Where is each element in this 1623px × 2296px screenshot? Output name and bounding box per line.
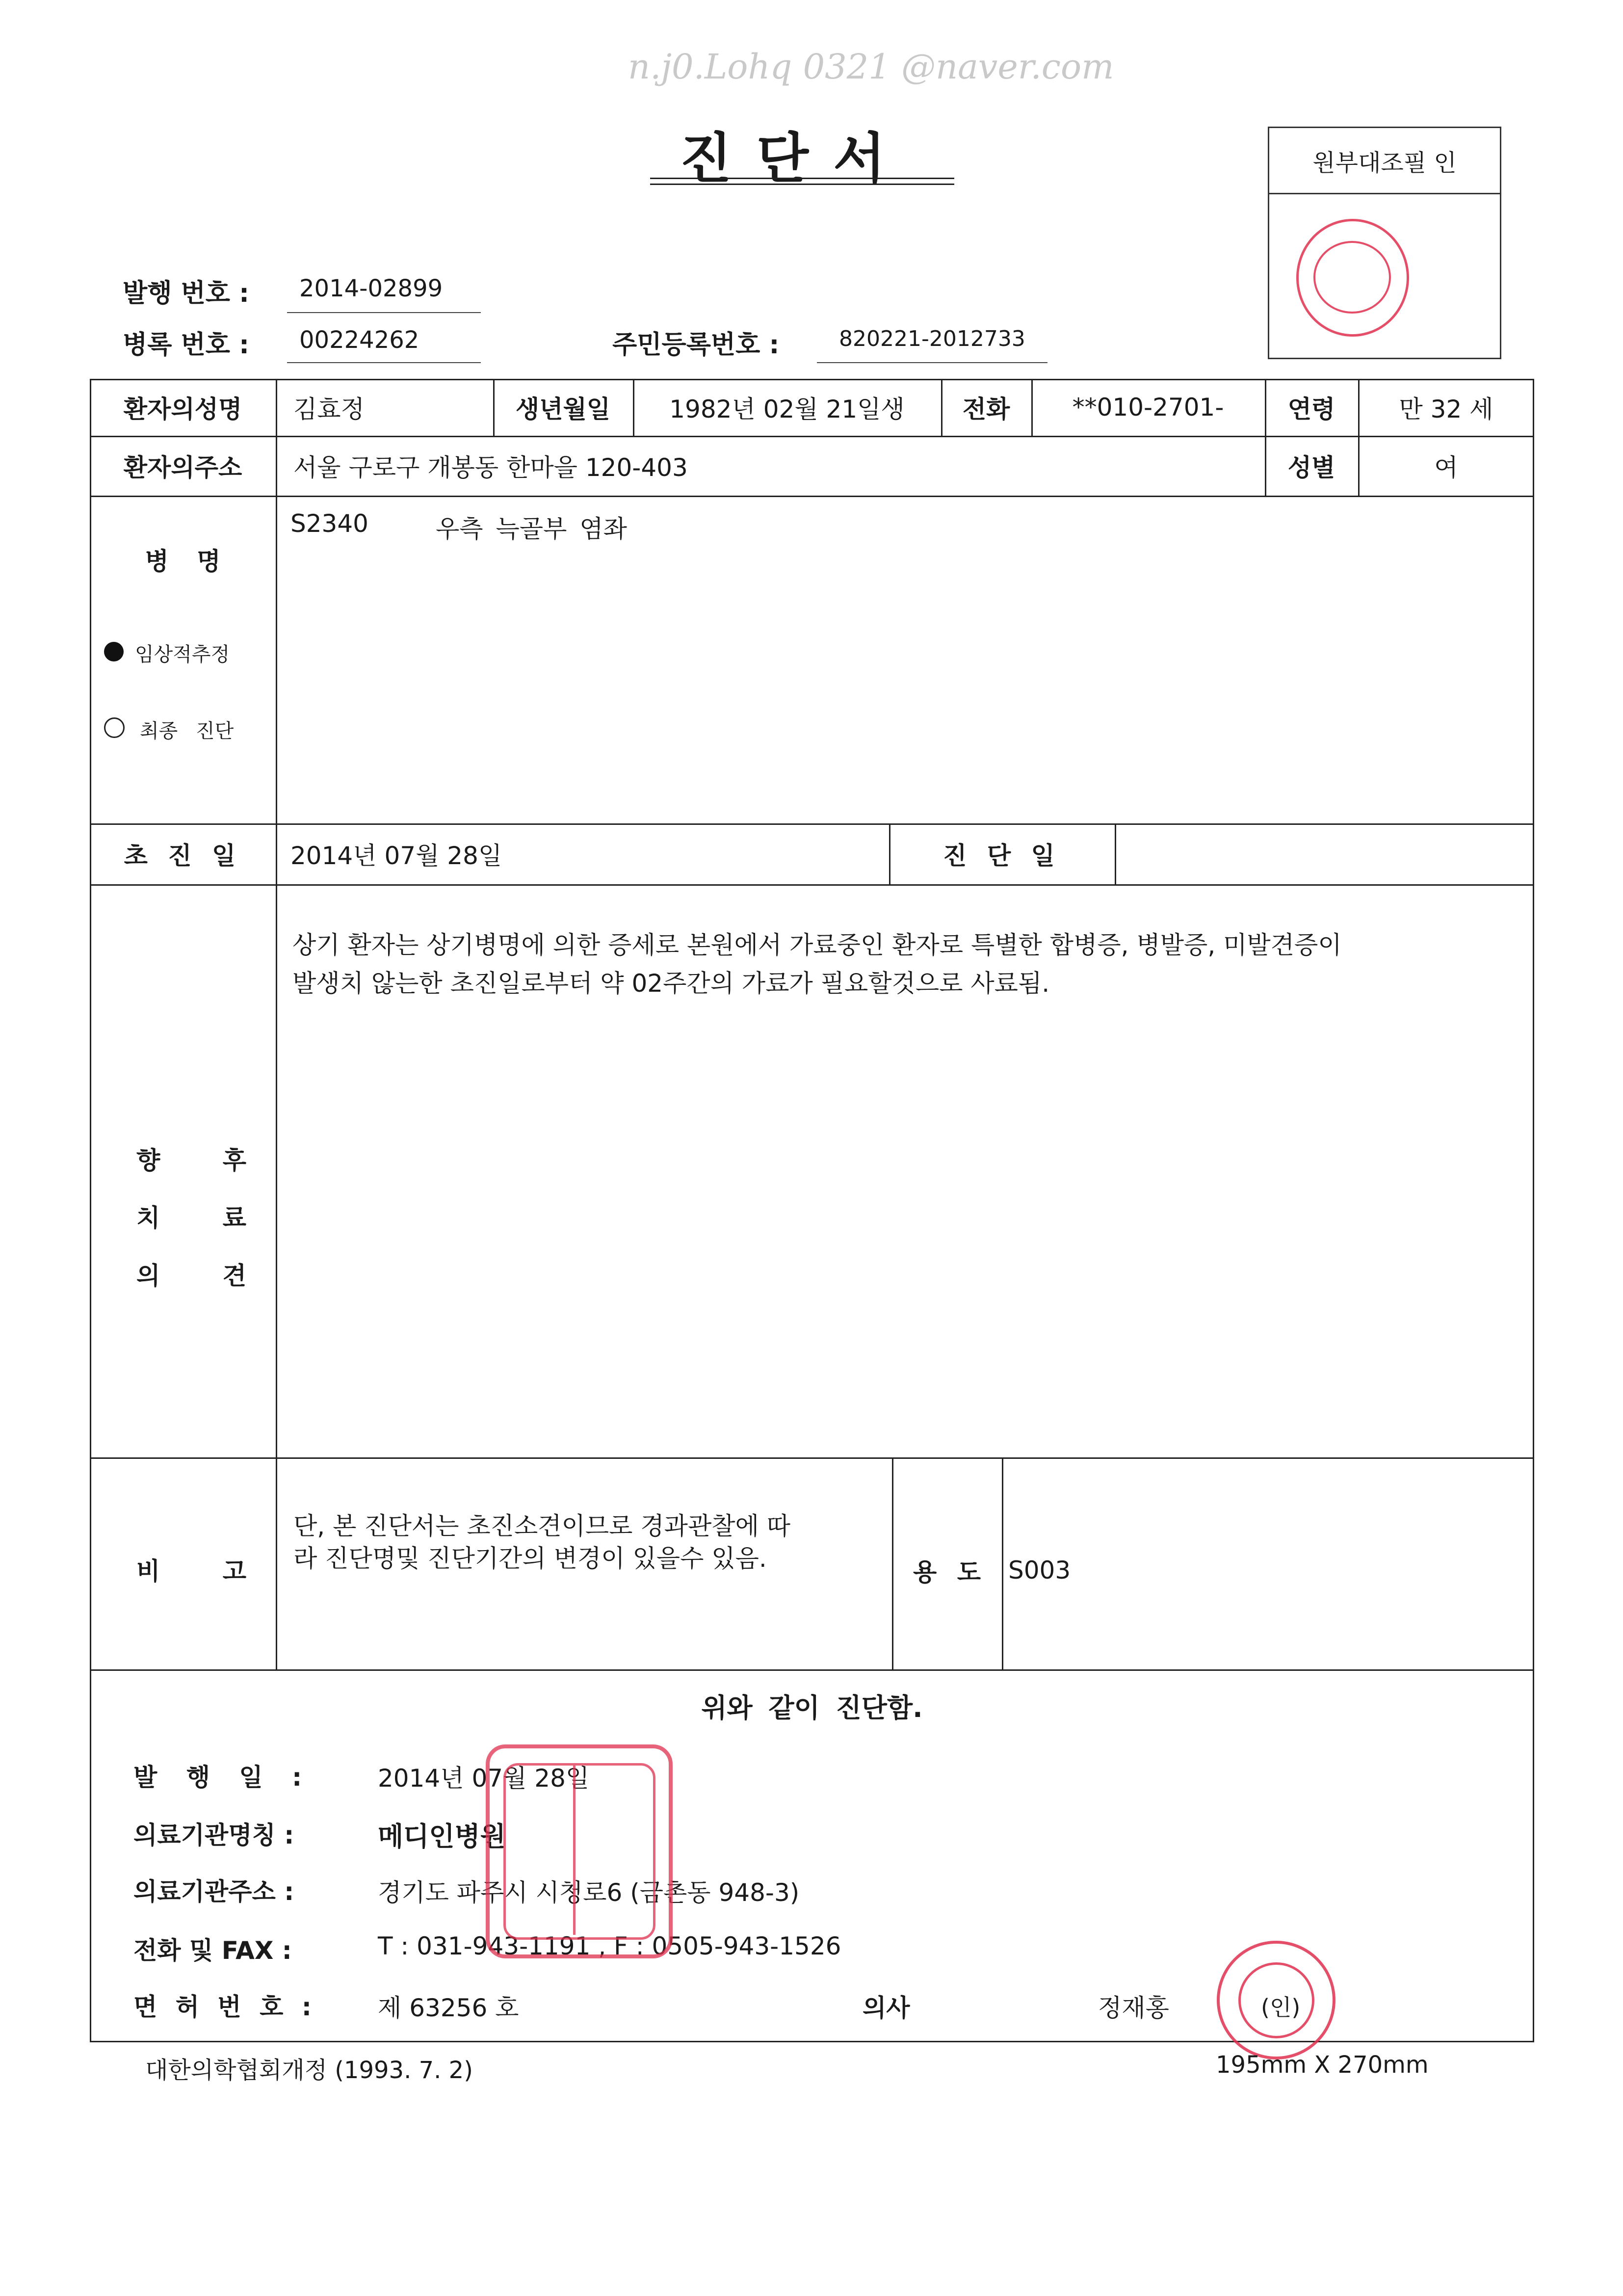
institution-address-label: 의료기관주소 : [133,1877,294,1906]
license-value: 제 63256 호 [378,1994,519,2022]
seal-mark: (인) [1261,1994,1301,2021]
resident-no-underline [817,362,1047,363]
statement: 위와 같이 진단함. [701,1692,923,1723]
diagnosis-date-label: 진 단 일 [943,842,1061,870]
record-no-underline [287,362,481,363]
address-value: 서울 구로구 개봉동 한마을 120-403 [293,453,688,482]
birth-label: 생년월일 [515,395,611,423]
approval-label: 원부대조필 인 [1269,128,1500,194]
institution-address-value: 경기도 파주시 시청로6 (금촌동 948-3) [378,1878,800,1907]
resident-no-label: 주민등록번호 : [612,330,780,360]
title-underline [650,178,954,179]
final-radio-unchecked[interactable] [104,717,125,738]
title-underline-2 [650,184,954,185]
phone-fax-label: 전화 및 FAX : [133,1936,292,1965]
rule-diagdate-label-end [1115,823,1116,884]
diagnosis-name: 우측 늑골부 염좌 [436,515,627,543]
remarks-line1: 단, 본 진단서는 초진소견이므로 경과관찰에 따 [293,1512,791,1540]
issue-date-label: 발 행 일 : [133,1763,302,1792]
clinical-radio-checked[interactable] [104,642,124,661]
issue-no-underline [287,312,481,313]
opinion-label-line1: 향 후 [136,1146,247,1175]
paper-size-note: 195mm X 270mm [1216,2051,1429,2079]
diagnosis-label: 병 명 [145,547,221,576]
record-no-value: 00224262 [299,326,419,354]
handwritten-note: n.j0.Lohq 0321 @naver.com [628,47,1114,87]
remarks-label: 비 고 [136,1557,247,1585]
phone-label: 전화 [962,395,1010,423]
sex-label: 성별 [1287,453,1335,482]
diagnosis-form-frame [90,379,1534,2042]
record-no-label: 병록 번호 : [123,330,249,360]
rule-purpose-label-end [1002,1457,1003,1669]
first-visit-value: 2014년 07월 28일 [290,842,502,870]
rule-label-col [276,379,277,1669]
sex-value: 여 [1434,453,1458,482]
age-label: 연령 [1287,395,1335,423]
first-visit-label: 초 진 일 [124,842,242,870]
rule-row4 [90,884,1534,886]
patient-name-label: 환자의성명 [123,395,242,423]
diagnosis-code: S2340 [290,509,368,538]
document-title: 진단서 [680,127,910,190]
doctor-label: 의사 [863,1994,910,2022]
patient-name-value: 김효정 [293,395,365,423]
diagnosis-date-value [1128,823,1521,884]
purpose-label: 용 도 [913,1558,981,1586]
license-label: 면 허 번 호 : [133,1993,312,2021]
opinion-line2: 발생치 않는한 초진일로부터 약 02주간의 가료가 필요할것으로 사료됨. [292,969,1050,998]
issue-no-label: 발행 번호 : [123,279,249,308]
phone-value: **010-2701- [1072,393,1224,422]
clinical-option-label: 임상적추정 [135,643,230,666]
final-option-label: 최종 진단 [140,720,234,742]
approval-box [1268,127,1501,359]
purpose-value: S003 [1008,1556,1071,1584]
institution-value: 메디인병원 [378,1821,506,1852]
revision-note: 대한의학협회개정 (1993. 7. 2) [145,2057,473,2084]
remarks-line2: 라 진단명및 진단기간의 변경이 있을수 있음. [293,1544,767,1573]
doctor-name: 정재홍 [1098,1994,1169,2022]
opinion-label-line2: 치 료 [136,1204,247,1232]
resident-no-value: 820221-2012733 [839,326,1025,351]
opinion-label-line3: 의 견 [136,1262,247,1290]
phone-fax-value: T : 031-943-1191 , F : 0505-943-1526 [378,1932,841,1960]
approval-seal-stamp [1296,219,1409,337]
opinion-line1: 상기 환자는 상기병명에 의한 증세로 본원에서 가료중인 환자로 특별한 합병증, 병발증, 미발견증이 [292,931,1342,959]
hospital-seal-stamp [486,1744,673,1958]
birth-value: 1982년 02월 21일생 [669,395,905,423]
rule-row5 [90,1457,1534,1459]
age-value: 만 32 세 [1399,395,1493,423]
institution-label: 의료기관명칭 : [133,1821,294,1849]
issue-no-value: 2014-02899 [299,275,443,302]
doctor-seal-stamp [1217,1941,1335,2059]
issue-date-value: 2014년 07월 28일 [378,1764,590,1793]
rule-row6 [90,1669,1534,1671]
rule-row2 [90,496,1534,497]
address-label: 환자의주소 [123,453,242,482]
